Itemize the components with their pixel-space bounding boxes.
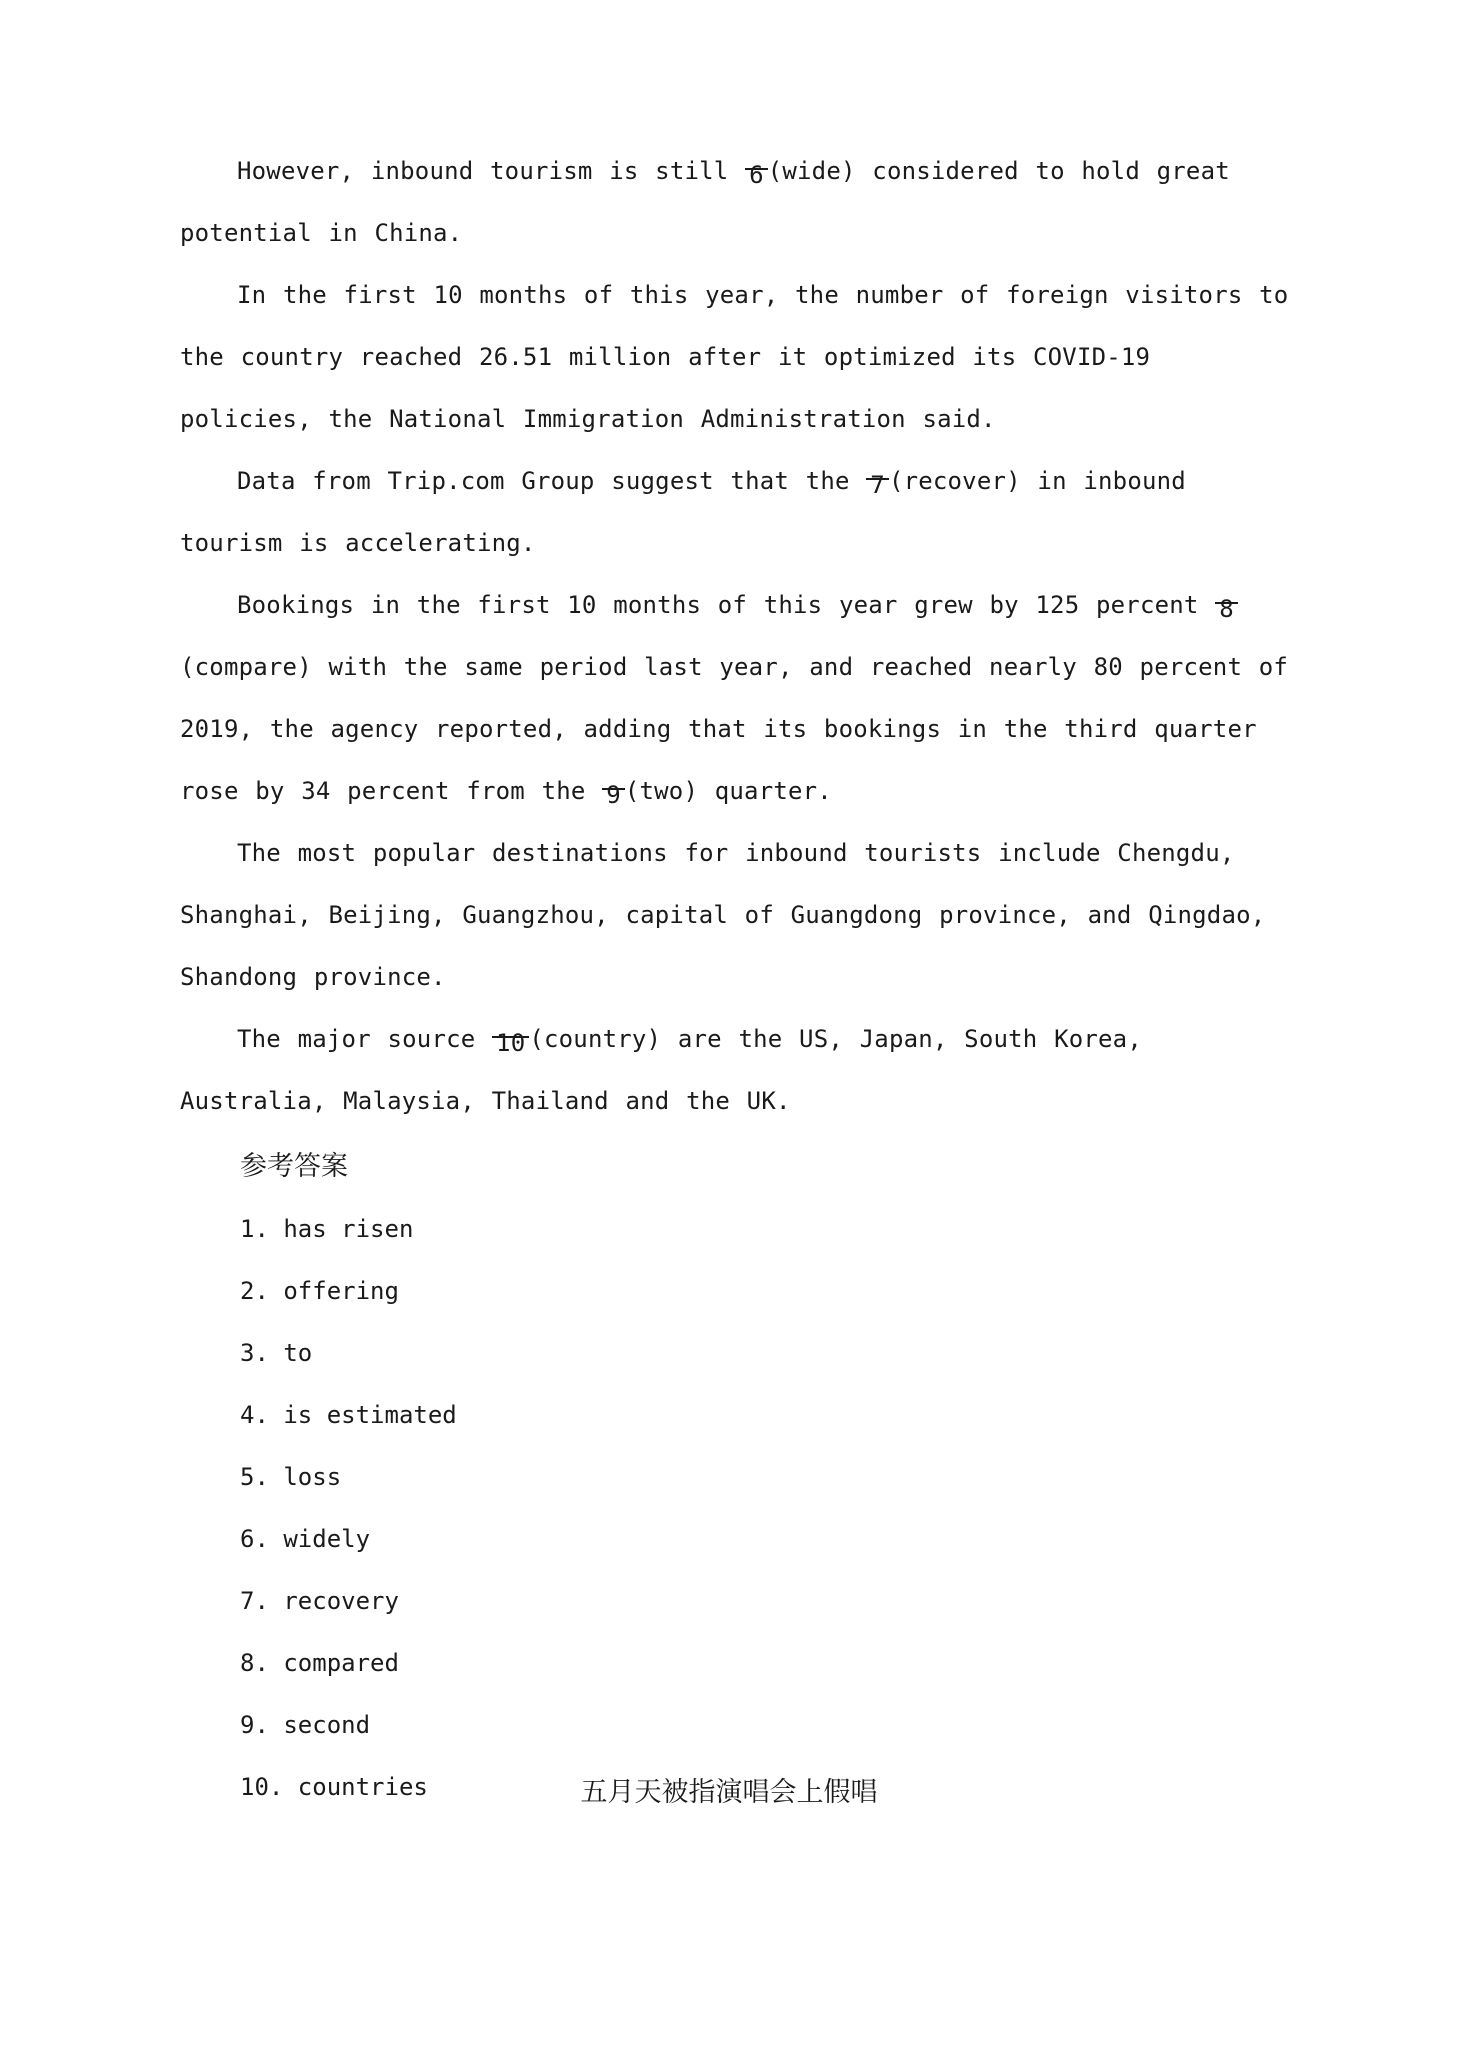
- answer-item: 4. is estimated: [240, 1401, 457, 1429]
- answer-key-heading: 参考答案: [240, 1151, 348, 1182]
- blank-7[interactable]: 7: [866, 454, 889, 480]
- hint: (country): [529, 1025, 662, 1053]
- blank-9[interactable]: 9: [602, 764, 625, 790]
- hint: (wide): [767, 157, 856, 185]
- paragraph-8-9: [180, 574, 1290, 822]
- blank-10[interactable]: 10: [492, 1012, 529, 1038]
- paragraph-text: Bookings in the first 10 months of this year grew by 125 percent: [237, 591, 1216, 619]
- paragraph-text: However, inbound tourism is still: [237, 157, 746, 185]
- answer-item: 3. to: [240, 1339, 313, 1367]
- paragraph-text: quarter.: [698, 777, 832, 805]
- next-article-title: 五月天被指演唱会上假唱: [580, 1777, 878, 1808]
- paragraph-text: with the same period last year, and reached nearly 80 percent of 2019, the agency reported, adding that its bookings in the third quarter rose by 34 percent from the: [180, 653, 1289, 805]
- blank-6[interactable]: 6: [745, 144, 768, 170]
- answer-item: 8. compared: [240, 1649, 399, 1677]
- paragraph-visitors: In the first 10 months of this year, the number of foreign visitors to the country reached 26.51 million after it optimized its COVID-19 policies, the National Immigration Administration said.: [180, 281, 1289, 433]
- paragraph-destinations: The most popular destinations for inbound tourists include Chengdu, Shanghai, Beijing, Guangzhou, capital of Guangdong province, and Qingdao, Shandong province.: [180, 839, 1266, 991]
- blank-8[interactable]: 8: [1215, 578, 1238, 604]
- answer-item: 5. loss: [240, 1463, 342, 1491]
- answer-item: 6. widely: [240, 1525, 371, 1553]
- answer-item: 7. recovery: [240, 1587, 399, 1615]
- answer-item: 9. second: [240, 1711, 371, 1739]
- paragraph-6: [180, 140, 1290, 264]
- paragraph-text: in inbound tourism is accelerating.: [180, 467, 1186, 557]
- hint: (compare): [180, 653, 312, 681]
- answer-item: 2. offering: [240, 1277, 399, 1305]
- hint: (two): [624, 777, 699, 805]
- answer-item: 10. countries: [240, 1773, 428, 1801]
- paragraph-text: The major source: [237, 1025, 493, 1053]
- answer-item: 1. has risen: [240, 1215, 414, 1243]
- paragraph-text: are the US, Japan, South Korea, Australia, Malaysia, Thailand and the UK.: [180, 1025, 1142, 1115]
- paragraph-10: [180, 1008, 1290, 1132]
- paragraph-text: Data from Trip.com Group suggest that the: [237, 467, 867, 495]
- answer-key: [180, 1136, 1290, 1818]
- hint: (recover): [888, 467, 1021, 495]
- passage: [180, 140, 1290, 1818]
- paragraph-7: [180, 450, 1290, 574]
- paragraph-text: considered to hold great potential in China.: [180, 157, 1230, 247]
